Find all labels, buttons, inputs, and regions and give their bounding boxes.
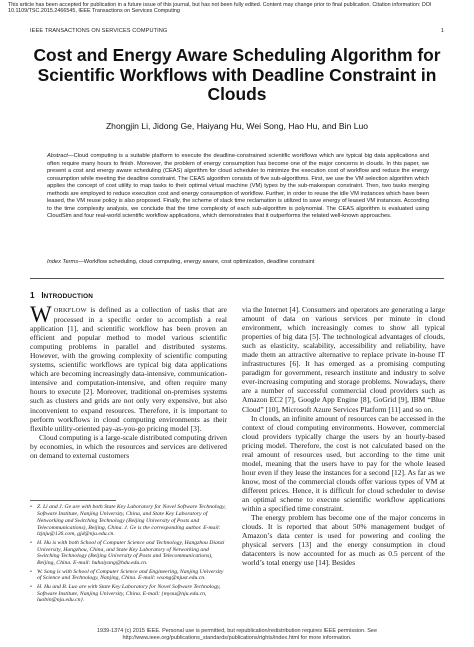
footnote-divider (30, 500, 116, 501)
author-list: Zhongjin Li, Jidong Ge, Haiyang Hu, Wei Song, Hao Hu, and Bin Luo (105, 121, 369, 131)
page-number: 1 (440, 28, 444, 34)
copyright-footer (20, 628, 454, 641)
drop-cap: W (30, 302, 52, 327)
body-column-right (242, 305, 445, 567)
paragraph-text: is defined as a collection of tasks that are processed in a specific order to accomplish a real application [1], and scientific workflow has been proven an efficient and popular method to model various scientific computing problems in parallel and distributed systems. However, with the growing complexity of scientific computing systems, scientific workflows are typical big data applications which are becoming increasingly data-intensive, communication-intensive and computation-intensive, and often require many hours to execute [2]. Moreover, traditional on-premises systems such as clusters and grids are not only very expensive, but also inconvenient to expand resources. Therefore, it is important to perform workflows in cloud computing environments as their flexible utility-oriented pay-as-you-go pricing model [3]. (30, 305, 228, 433)
footer-line: http://www.ieee.org/publications_standards/publications/rights/index.html for more information. (122, 634, 352, 641)
paper-title: Cost and Energy Aware Scheduling Algorithm for Scientific Workflows with Deadline Constraint in Clouds (33, 45, 441, 105)
paragraph (30, 302, 228, 433)
footnote-item: • W. Song is with School of Computer Science and Engineering, Nanjing University of Science and Technology, Nanjing, China. E-mail: wsong@njust.edu.cn. (30, 569, 227, 583)
body-column-left (30, 302, 228, 460)
section-title-initial: I (41, 291, 44, 300)
abstract-body: —Cloud computing is a suitable platform to execute the deadline-constrained scientific workflows which are typical big data applications and often require many hours to finish. Moreover, the problem of energy consumption has become one of the major concerns in clouds. In this paper, we present a cost and energy aware scheduling (CEAS) algorithm for cloud scheduler to minimize the execution cost of workflow and reduce the energy consumption while meeting the deadline constraint. The CEAS algorithm consists of five sub-algorithms. First, we use the VM selection algorithm which applies the concept of cost utility to map tasks to their optimal virtual machine (VM) types by the sub-makespan constraint. Then, two tasks merging methods are employed to reduce execution cost and energy consumption of workflow. Further, in order to reuse the idle VM instances which have been leased, the VM reuse policy is also proposed. Finally, the scheme of slack time reclamation is utilized to save energy of leased VM instances. According to the time complexity analysis, we conclude that the time complexity of each sub-algorithm is polynomial. The CEAS algorithm is evaluated using CloudSim and four real-world scientific workflow applications, which demonstrates that it outperforms the related well-known approaches. (47, 153, 429, 220)
footnote-item: • H. Hu and B. Luo are with State Key Laboratory for Novel Software Technology, Software Institute, Nanjing University, China. E-mail: {myou@nju.edu.cn, luobin@nju.edu.cn}. (30, 584, 227, 605)
index-terms-heading: Index Terms (47, 259, 79, 265)
abstract (47, 153, 429, 221)
section-title-rest: NTRODUCTION (43, 293, 94, 300)
paragraph: Cloud computing is a large-scale distributed computing driven by economies, in which the resources and services are delivered on demand to external customers (30, 432, 227, 460)
paragraph: In clouds, an infinite amount of resources can be accessed in the context of cloud computing environments. However, commercial cloud providers typically charge the users by an hourly-based pricing model. Therefore, the cost is not calculated based on the real amount of resources used, but according to the time unit model, meaning that the users have to pay for the whole leased hour even if they lease the instances for a second [12]. As far as we know, most of the commercial clouds offer various types of VM at different prices. Hence, it is difficult for cloud scheduler to devise an optimal scheme to execute scientific workflow applications within a specified time constraint. (242, 413, 445, 514)
section-heading (30, 291, 93, 300)
abstract-heading: Abstract (47, 153, 68, 159)
index-terms (47, 259, 429, 267)
footer-line: 1939-1374 (c) 2015 IEEE. Personal use is permitted, but republication/redistribution requires IEEE permission. See (96, 628, 378, 634)
author-footnotes (30, 504, 227, 606)
lead-caps: ORKFLOW (53, 307, 87, 314)
publication-notice: This article has been accepted for publication in a future issue of this journal, but has not been fully edited. Content may change prior to final publication. Citation information: DOI 10.1109/TSC.2015.2466545, IEEE Transactions on Services Computing (8, 2, 432, 15)
running-head: IEEE TRANSACTIONS ON SERVICES COMPUTING (30, 28, 168, 34)
footnote-item: • H. Hu is with both School of Computer Science and Technology, Hangzhou Dianzi University, Hangzhou, China, and State Key Laboratory of Networking and Switching Technology (Beijing University of Posts and Telecommunications), Beijing, China. E-mail: huhaiyang@hdu.edu.cn. (30, 540, 227, 567)
paragraph: via the Internet [4]. Consumers and operators are generating a large amount of data on various services per minute in cloud environment, which increasingly comes to show all typical properties of big data [5]. The technological advantages of clouds, such as elasticity, scalability, accessibility and reliability, have made them an attractive alternative to replace private in-house IT infrastructures [6]. It has emerged as a promising computing paradigm for government, research institute and industry to solve ever-increasing computing and storage problems. Nowadays, there are a number of successful commercial cloud providers such as Amazon EC2 [7], Google App Engine [8], GoGrid [9], IBM “Blue Cloud” [10], Microsoft Azure Services Platform [11] and so on. (242, 305, 445, 414)
index-terms-body: —Workflow scheduling, cloud computing, energy aware, cost optimization, deadline constraint (78, 259, 315, 265)
paragraph: The energy problem has become one of the major concerns in clouds. It is reported that about 50% management budget of Amazon’s data center is used for powering and cooling the physical servers [13] and the energy consumption in cloud datacenters is now accounted for as much as 0.5 percent of the world’s total energy use [14]. Besides (242, 513, 445, 568)
abstract-divider (30, 278, 444, 279)
section-number: 1 (30, 291, 35, 300)
footnote-item: • Z. Li and J. Ge are with both State Key Laboratory for Novel Software Technology, Software Institute, Nanjing University, China, and State Key Laboratory of Networking and Switching Technology (Beijing University of Posts and Telecommunications), Beijing, China. J. Ge is the corresponding author. E-mail: lzjnju@126.com, gjd@nju.edu.cn. (30, 504, 227, 538)
